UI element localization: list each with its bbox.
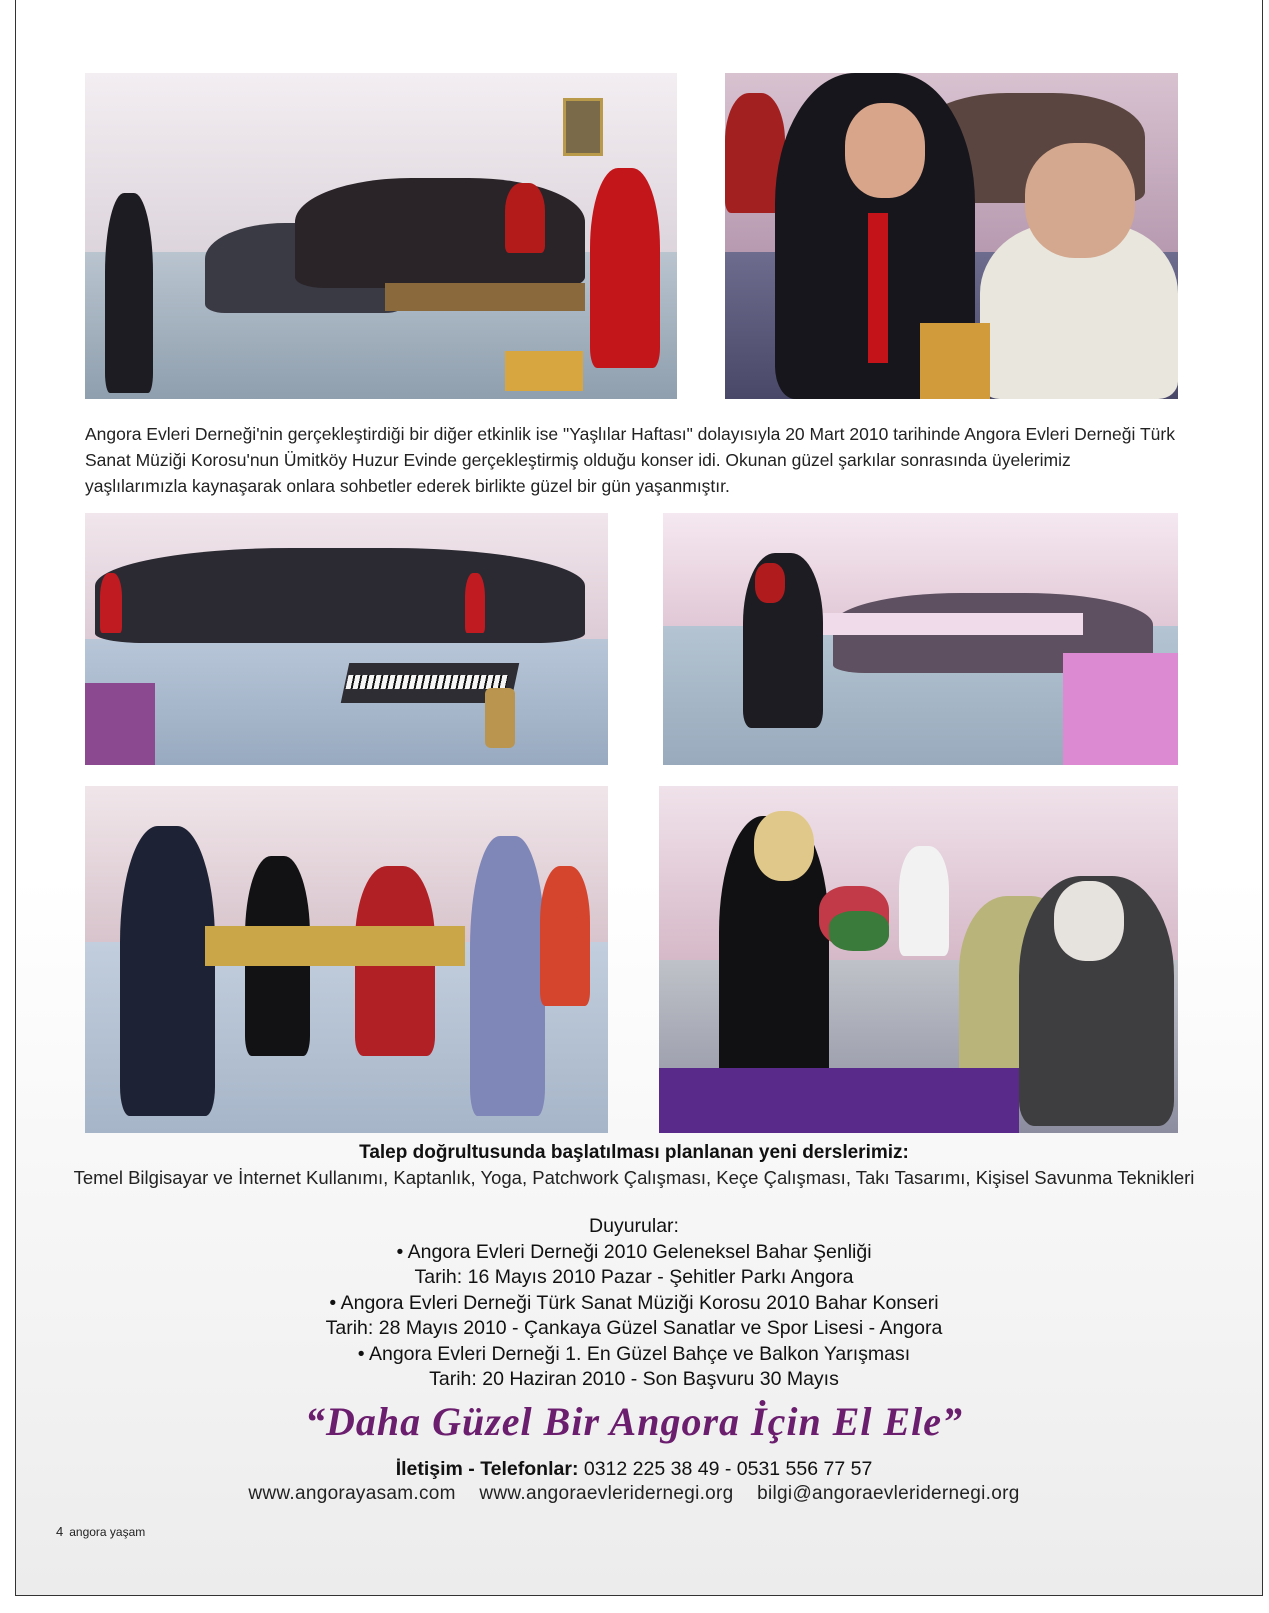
announcement-line: • Angora Evleri Derneği 1. En Güzel Bahçe ve Balkon Yarışması — [357, 1342, 911, 1365]
photo-choir-concert — [85, 73, 677, 399]
contact-phones: 0312 225 38 49 - 0531 556 77 57 — [578, 1458, 873, 1480]
announcement-line: • Angora Evleri Derneği Türk Sanat Müziği Korosu 2010 Bahar Konseri — [329, 1291, 939, 1314]
slogan: “Daha Güzel Bir Angora İçin El Ele” — [304, 1399, 964, 1444]
lessons-list: Temel Bilgisayar ve İnternet Kullanımı, Kaptanlık, Yoga, Patchwork Çalışması, Keçe Çalışması, Takı Tasarımı, Kişisel Savunma Teknikleri — [73, 1167, 1195, 1188]
announcements-title: Duyurular: — [589, 1215, 679, 1237]
page-footer — [56, 1524, 145, 1539]
email-link[interactable]: bilgi@angoraevleridernegi.org — [757, 1483, 1020, 1504]
photo-dancing-couple — [663, 513, 1178, 765]
contact-label: İletişim - Telefonlar: — [395, 1458, 579, 1480]
event-caption: Angora Evleri Derneği'nin gerçekleştirdiği bir diğer etkinlik ise "Yaşlılar Haftası" dolayısıyla 20 Mart 2010 tarihinde Angora Evleri Derneği Türk Sanat Müziği Korosu'nun Ümitköy Huzur Evinde gerçekleştirmiş olduğu konser idi. Okunan güzel şarkılar sonrasında üyelerimiz yaşlılarımızla kaynaşarak onlara sohbetler ederek birlikte güzel bir gün yaşanmıştır. — [85, 424, 1175, 496]
page-number: 4 — [56, 1524, 64, 1539]
photo-choir-group — [85, 513, 608, 765]
photo-dancing-ladies — [85, 786, 608, 1133]
announcement-line: • Angora Evleri Derneği 2010 Geleneksel Bahar Şenliği — [396, 1240, 872, 1263]
announcements — [20, 1214, 1248, 1393]
website-link-2[interactable]: www.angoraevleridernegi.org — [479, 1483, 734, 1504]
announcement-line: Tarih: 20 Haziran 2010 - Son Başvuru 30 Mayıs — [429, 1368, 839, 1390]
magazine-name: angora yaşam — [69, 1525, 146, 1539]
lessons-title: Talep doğrultusunda başlatılması planlanan yeni derslerimiz: — [359, 1142, 909, 1163]
announcement-line: Tarih: 28 Mayıs 2010 - Çankaya Güzel Sanatlar ve Spor Lisesi - Angora — [325, 1317, 943, 1339]
announcement-line: Tarih: 16 Mayıs 2010 Pazar - Şehitler Parkı Angora — [414, 1266, 854, 1288]
website-link-1[interactable]: www.angorayasam.com — [248, 1483, 456, 1504]
photo-elderly-guests — [725, 73, 1178, 399]
web-links — [20, 1483, 1248, 1505]
contact-line — [20, 1458, 1248, 1481]
photo-giving-flowers — [659, 786, 1178, 1133]
